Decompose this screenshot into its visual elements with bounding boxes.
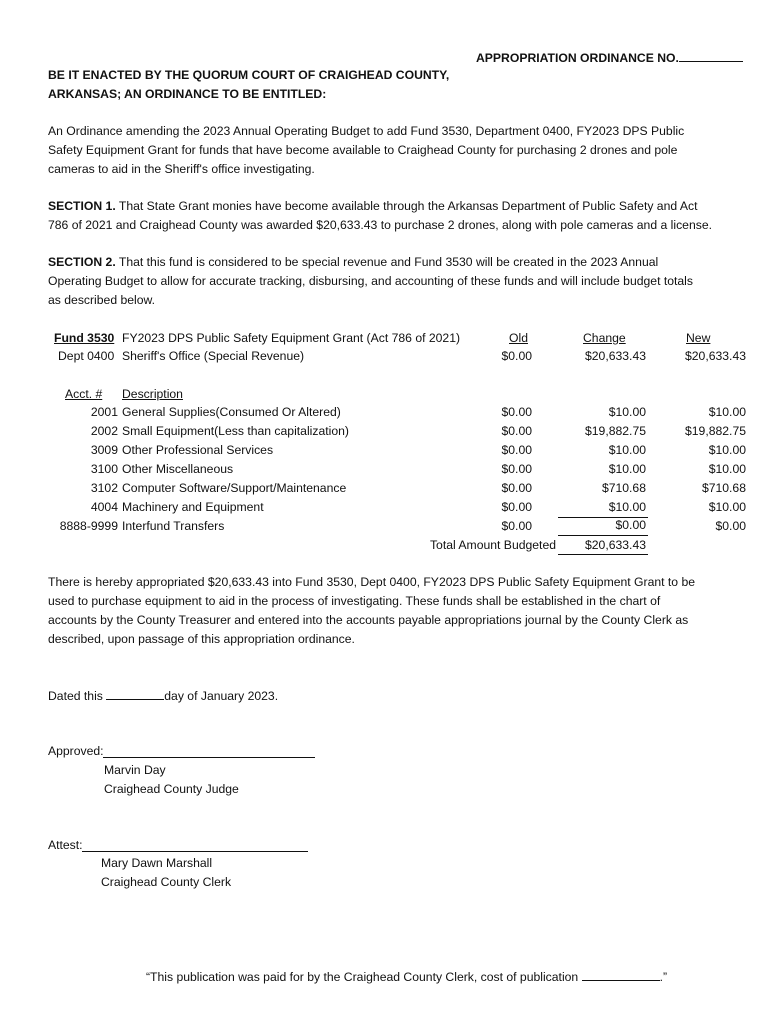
acct-number: 3102 bbox=[90, 481, 118, 495]
section-2-label: SECTION 2. bbox=[48, 255, 116, 269]
fund-description: FY2023 DPS Public Safety Equipment Grant (Act 786 of 2021) bbox=[122, 331, 461, 345]
approved-name: Marvin Day bbox=[104, 763, 166, 777]
appropriation-line-3: accounts by the County Treasurer and entered into the accounts payable appropriations journal by the County Clerk as bbox=[48, 613, 689, 627]
attest-title: Craighead County Clerk bbox=[101, 875, 232, 889]
ordinance-number-blank bbox=[679, 50, 743, 62]
publication-notice-suffix: .” bbox=[659, 970, 668, 984]
approved-label: Approved: bbox=[48, 744, 104, 758]
total-value: $20,633.43 bbox=[585, 538, 646, 552]
ordinance-number-label: APPROPRIATION ORDINANCE NO. bbox=[476, 51, 679, 65]
section-2-line-1 bbox=[48, 255, 658, 269]
approved-title: Craighead County Judge bbox=[104, 782, 239, 796]
section-2-line-3: as described below. bbox=[48, 293, 156, 307]
dated-blank bbox=[106, 688, 164, 700]
change-value: $10.00 bbox=[608, 462, 646, 476]
old-value: $0.00 bbox=[501, 443, 532, 457]
ordinance-number bbox=[476, 50, 743, 65]
new-value: $19,882.75 bbox=[685, 424, 746, 438]
section-1-text: That State Grant monies have become available through the Arkansas Department of Public Safety and Act bbox=[115, 199, 698, 213]
dated-suffix: day of January 2023. bbox=[164, 689, 279, 703]
change-value: $10.00 bbox=[608, 443, 646, 457]
appropriation-line-1: There is hereby appropriated $20,633.43 into Fund 3530, Dept 0400, FY2023 DPS Public Safety Equipment Grant to be bbox=[48, 575, 696, 589]
publication-notice bbox=[146, 969, 667, 984]
column-new-header: New bbox=[686, 331, 711, 345]
change-value-text: $0.00 bbox=[615, 518, 646, 532]
acct-description: General Supplies(Consumed Or Altered) bbox=[122, 405, 341, 419]
description-header: Description bbox=[122, 387, 183, 401]
change-value: $710.68 bbox=[601, 481, 646, 495]
appropriation-line-4: described, upon passage of this appropriation ordinance. bbox=[48, 632, 355, 646]
intro-line-1: An Ordinance amending the 2023 Annual Operating Budget to add Fund 3530, Department 0400, FY2023 DPS Public bbox=[48, 124, 685, 138]
total-rule-mid bbox=[558, 535, 648, 536]
dated-prefix: Dated this bbox=[48, 689, 107, 703]
change-value: $10.00 bbox=[608, 500, 646, 514]
attest-label: Attest: bbox=[48, 838, 83, 852]
dept-old-value: $0.00 bbox=[501, 349, 532, 363]
publication-cost-blank bbox=[582, 969, 660, 981]
old-value: $0.00 bbox=[501, 481, 532, 495]
section-1-line-2: 786 of 2021 and Craighead County was awarded $20,633.43 to purchase 2 drones, along with pole cameras and a license. bbox=[48, 218, 712, 232]
old-value: $0.00 bbox=[501, 462, 532, 476]
new-value: $10.00 bbox=[708, 443, 746, 457]
dept-new-value: $20,633.43 bbox=[685, 349, 746, 363]
acct-description: Other Professional Services bbox=[122, 443, 274, 457]
acct-description: Small Equipment(Less than capitalization) bbox=[122, 424, 349, 438]
approved-signature-line bbox=[103, 756, 315, 758]
acct-description: Machinery and Equipment bbox=[122, 500, 264, 514]
new-value: $10.00 bbox=[708, 462, 746, 476]
intro-line-3: cameras to aid in the Sheriff's office investigating. bbox=[48, 162, 315, 176]
acct-description: Other Miscellaneous bbox=[122, 462, 234, 476]
new-value: $10.00 bbox=[708, 500, 746, 514]
old-value: $0.00 bbox=[501, 424, 532, 438]
appropriation-line-2: used to purchase equipment to aid in the process of investigating. These funds shall be established in the chart of bbox=[48, 594, 661, 608]
total-rule-top bbox=[558, 517, 648, 518]
change-value: $19,882.75 bbox=[585, 424, 646, 438]
new-value: $710.68 bbox=[701, 481, 746, 495]
old-value: $0.00 bbox=[501, 405, 532, 419]
total-rule-bottom bbox=[558, 554, 648, 555]
change-value: $10.00 bbox=[608, 405, 646, 419]
acct-number: 2001 bbox=[90, 405, 118, 419]
total-label: Total Amount Budgeted bbox=[429, 538, 556, 552]
section-1-label: SECTION 1. bbox=[48, 199, 116, 213]
dept-label: Dept 0400 bbox=[58, 349, 115, 363]
old-value: $0.00 bbox=[501, 500, 532, 514]
column-change-header: Change bbox=[583, 331, 626, 345]
intro-line-2: Safety Equipment Grant for funds that have become available to Craighead County for purchasing 2 drones and pole bbox=[48, 143, 678, 157]
column-old-header: Old bbox=[509, 331, 528, 345]
acct-number: 4004 bbox=[90, 500, 118, 514]
change-value bbox=[558, 518, 646, 533]
fund-label: Fund 3530 bbox=[54, 331, 115, 345]
enactment-line-1: BE IT ENACTED BY THE QUORUM COURT OF CRAIGHEAD COUNTY, bbox=[48, 68, 450, 82]
section-2-line-2: Operating Budget to allow for accurate tracking, disbursing, and accounting of these funds and will include budget totals bbox=[48, 274, 693, 288]
acct-number-header: Acct. # bbox=[65, 387, 103, 401]
dept-description: Sheriff's Office (Special Revenue) bbox=[122, 349, 305, 363]
acct-number: 8888-9999 bbox=[59, 519, 118, 533]
attest-signature-line bbox=[82, 850, 308, 852]
new-value: $0.00 bbox=[715, 519, 746, 533]
new-value: $10.00 bbox=[708, 405, 746, 419]
acct-description: Interfund Transfers bbox=[122, 519, 225, 533]
publication-notice-prefix: “This publication was paid for by the Craighead County Clerk, cost of publication bbox=[146, 970, 582, 984]
attest-name: Mary Dawn Marshall bbox=[101, 856, 213, 870]
acct-description: Computer Software/Support/Maintenance bbox=[122, 481, 347, 495]
dept-change-value: $20,633.43 bbox=[585, 349, 646, 363]
section-2-text: That this fund is considered to be special revenue and Fund 3530 will be created in the 2023 Annual bbox=[115, 255, 659, 269]
section-1-line-1 bbox=[48, 199, 697, 213]
acct-number: 3009 bbox=[90, 443, 118, 457]
acct-number: 2002 bbox=[90, 424, 118, 438]
enactment-line-2: ARKANSAS; AN ORDINANCE TO BE ENTITLED: bbox=[48, 87, 327, 101]
acct-number: 3100 bbox=[90, 462, 118, 476]
dated-line bbox=[48, 688, 278, 703]
old-value: $0.00 bbox=[501, 519, 532, 533]
